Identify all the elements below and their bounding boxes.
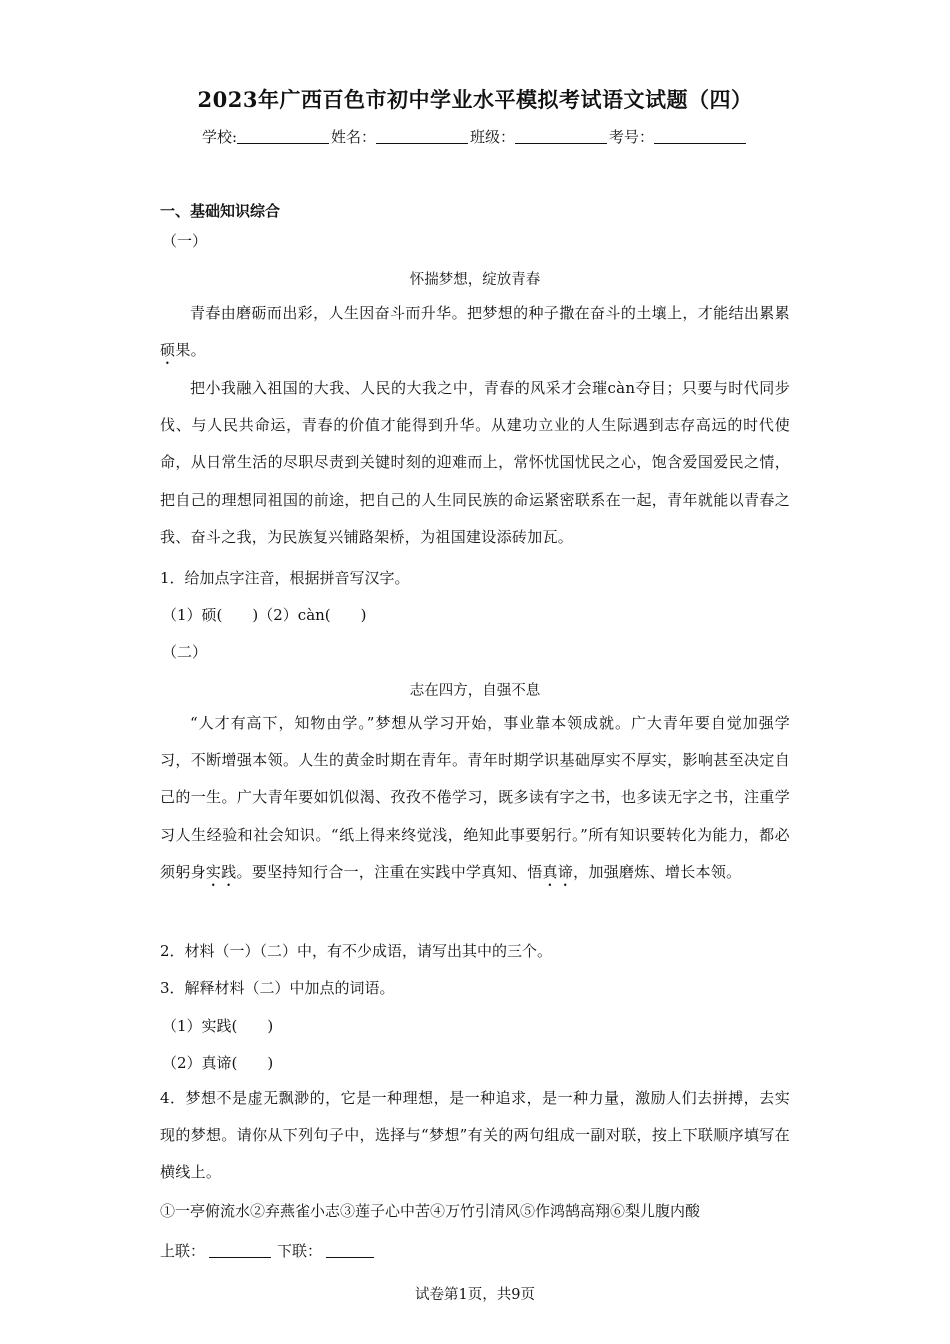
article2-text-c: ，加强磨炼、增长本领。 (573, 862, 742, 881)
part1-label: （一） (162, 232, 208, 250)
lower-couplet-label: 下联： (277, 1242, 323, 1260)
article2-text-b: 。要坚持知行合一，注重在实践中学真知、悟 (236, 862, 543, 881)
section-heading: 一、基础知识综合 (160, 202, 281, 220)
question-4-answer-line (160, 1240, 380, 1261)
student-info-line (0, 126, 950, 147)
exam-no-blank[interactable] (654, 129, 746, 144)
article2-paragraph (160, 705, 790, 891)
question-3-item2[interactable]: （2）真谛( ) (162, 1054, 274, 1072)
article1-p1-text-b: 果。 (175, 341, 206, 360)
question-4-options: ①一亭俯流水②弃燕雀小志③莲子心中苦④万竹引清风⑤作鸿鹄高翔⑥梨儿腹内酸 (160, 1202, 701, 1220)
dotted-char-shuo: 硕 (160, 341, 176, 360)
dotted-word-zhendi: 真谛 (542, 862, 574, 881)
question-2: 2．材料（一）（二）中，有不少成语，请写出其中的三个。 (160, 942, 553, 960)
class-label: 班级： (470, 128, 516, 146)
article1-paragraph2: 把小我融入祖国的大我、人民的大我之中，青春的风采才会璀càn夺目；只要与时代同步伐、与人民共命运，青春的价值才能得到升华。从建功立业的人生际遇到志存高远的时代使命，从日常生活的尽职尽责到关键时刻的迎难而上，常怀忧国忧民之心，饱含爱国爱民之情，把自己的理想同祖国的前途，把自己的人生同民族的命运紧密联系在一起，青年就能以青春之我、奋斗之我，为民族复兴铺路架桥，为祖国建设添砖加瓦。 (160, 379, 790, 546)
school-label: 学校: (201, 128, 237, 146)
exam-no-label: 考号： (609, 128, 655, 146)
question-4: 4．梦想不是虚无飘渺的，它是一种理想，是一种追求，是一种力量，激励人们去拼搏，去实现的梦想。请你从下列句子中，选择与“梦想”有关的两句组成一副对联，按上下联顺序填写在横线上。 (160, 1089, 790, 1182)
article1-p1-text-a: 青春由磨砺而出彩，人生因奋斗而升华。把梦想的种子撒在奋斗的土壤上，才能结出累累 (190, 304, 790, 322)
dotted-word-shijian: 实践 (205, 862, 237, 881)
page-title: 2023年广西百色市初中学业水平模拟考试语文试题（四） (197, 87, 753, 112)
school-blank[interactable] (237, 129, 329, 144)
article1-title: 怀揣梦想，绽放青春 (409, 272, 541, 288)
article1-paragraph1 (160, 295, 790, 369)
question-1: 1．给加点字注音，根据拼音写汉字。 (160, 569, 410, 587)
part2-label: （二） (162, 643, 208, 661)
name-blank[interactable] (376, 129, 468, 144)
article2-title: 志在四方，自强不息 (409, 683, 541, 699)
question-3: 3．解释材料（二）中加点的词语。 (160, 979, 395, 997)
page-footer: 试卷第1页，共9页 (415, 1287, 535, 1303)
lower-couplet-blank[interactable] (326, 1243, 374, 1258)
class-blank[interactable] (515, 129, 607, 144)
question-3-item1[interactable]: （1）实践( ) (162, 1017, 274, 1035)
upper-couplet-label: 上联： (160, 1242, 206, 1260)
upper-couplet-blank[interactable] (209, 1243, 271, 1258)
name-label: 姓名： (331, 128, 377, 146)
question-1-items[interactable]: （1）硕( )（2）càn( ) (162, 606, 367, 624)
article2-text-a: “人才有高下，知物由学。”梦想从学习开始，事业靠本领成就。广大青年要自觉加强学习，不断增强本领。人生的黄金时期在青年。青年时期学识基础厚实不厚实，影响甚至决定自己的一生。广大青年要如饥似渴、孜孜不倦学习，既多读有字之书，也多读无字之书，注重学习人生经验和社会知识。“纸上得来终觉浅，绝知此事要躬行。”所有知识要转化为能力，都必须躬身 (160, 714, 790, 881)
